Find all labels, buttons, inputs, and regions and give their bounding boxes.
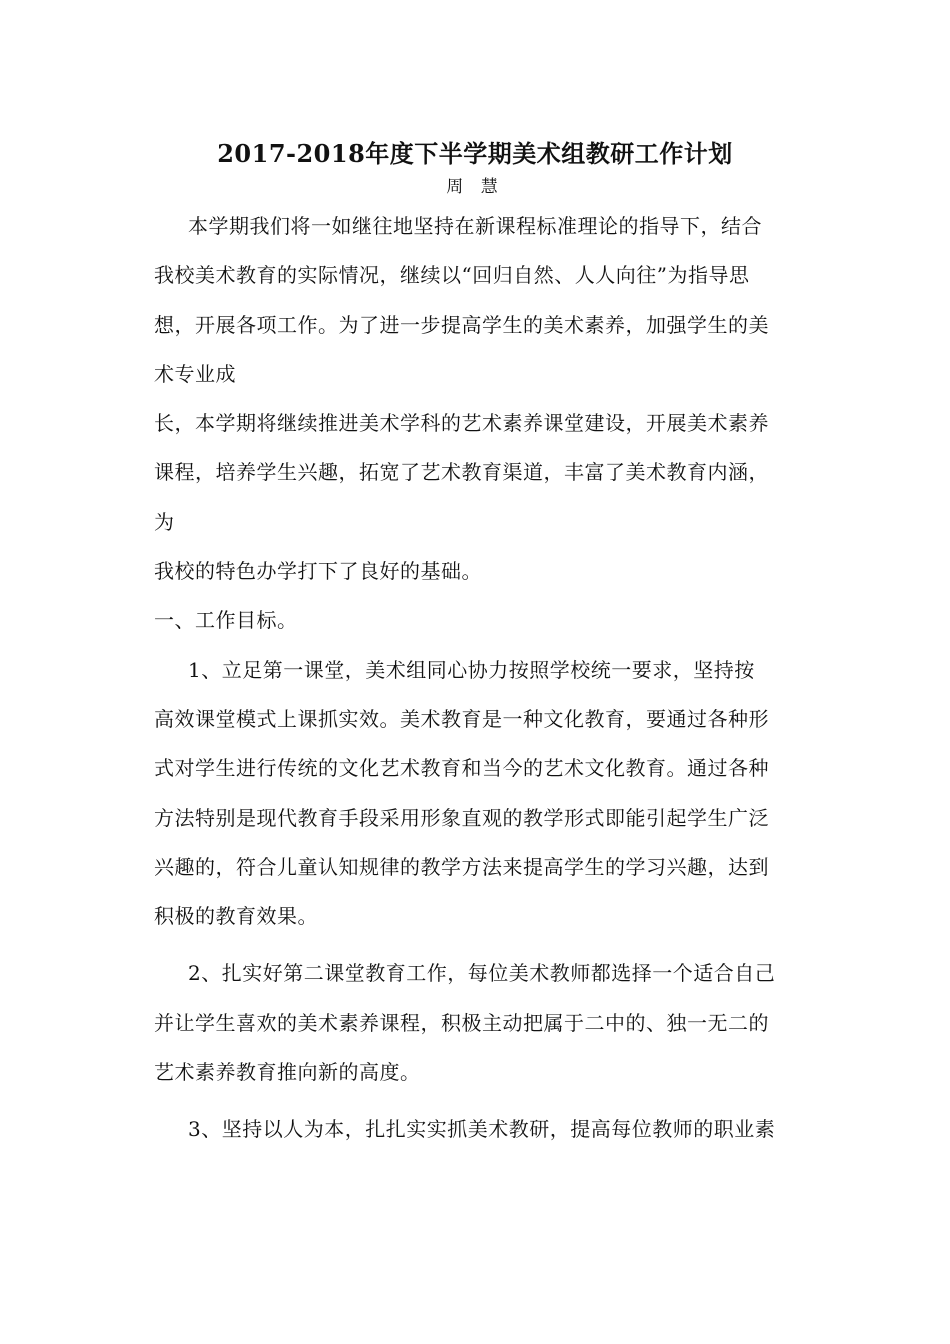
body-line: 方法特别是现代教育手段采用形象直观的教学形式即能引起学生广泛 — [154, 805, 769, 830]
document-title: 2017-2018年度下半学期美术组教研工作计划 — [217, 139, 733, 168]
body-line: 高效课堂模式上课抓实效。美术教育是一种文化教育，要通过各种形 — [154, 706, 769, 731]
body-line: 式对学生进行传统的文化艺术教育和当今的艺术文化教育。通过各种 — [154, 756, 769, 781]
body-line: 兴趣的，符合儿童认知规律的教学方法来提高学生的学习兴趣，达到 — [154, 854, 769, 879]
body-line: 想，开展各项工作。为了进一步提高学生的美术素养，加强学生的美 — [154, 312, 769, 337]
body-line: 2、扎实好第二课堂教育工作，每位美术教师都选择一个适合自己 — [188, 961, 776, 986]
section-heading: 一、工作目标。 — [154, 608, 298, 633]
body-line: 我校美术教育的实际情况，继续以“回归自然、人人向往”为指导思 — [154, 263, 750, 288]
body-line: 3、坚持以人为本，扎扎实实抓美术教研，提高每位教师的职业素 — [188, 1117, 776, 1142]
body-line: 积极的教育效果。 — [154, 904, 318, 929]
document-body — [154, 206, 814, 1159]
paragraph-gap — [154, 1101, 814, 1109]
body-line: 术专业成 — [154, 361, 236, 386]
document-author: 周 慧 — [446, 177, 504, 197]
body-line: 本学期我们将一如继往地坚持在新课程标准理论的指导下，结合 — [188, 214, 762, 238]
paragraph-gap — [154, 945, 814, 953]
body-line: 1、立足第一课堂，美术组同心协力按照学校统一要求，坚持按 — [188, 657, 755, 682]
body-line: 并让学生喜欢的美术素养课程，积极主动把属于二中的、独一无二的 — [154, 1010, 769, 1035]
body-line: 我校的特色办学打下了良好的基础。 — [154, 559, 482, 584]
body-line: 长，本学期将继续推进美术学科的艺术素养课堂建设，开展美术素养 — [154, 411, 769, 436]
body-line: 为 — [154, 509, 175, 534]
body-line: 艺术素养教育推向新的高度。 — [154, 1060, 421, 1085]
body-line: 课程，培养学生兴趣，拓宽了艺术教育渠道，丰富了美术教育内涵， — [154, 460, 769, 485]
